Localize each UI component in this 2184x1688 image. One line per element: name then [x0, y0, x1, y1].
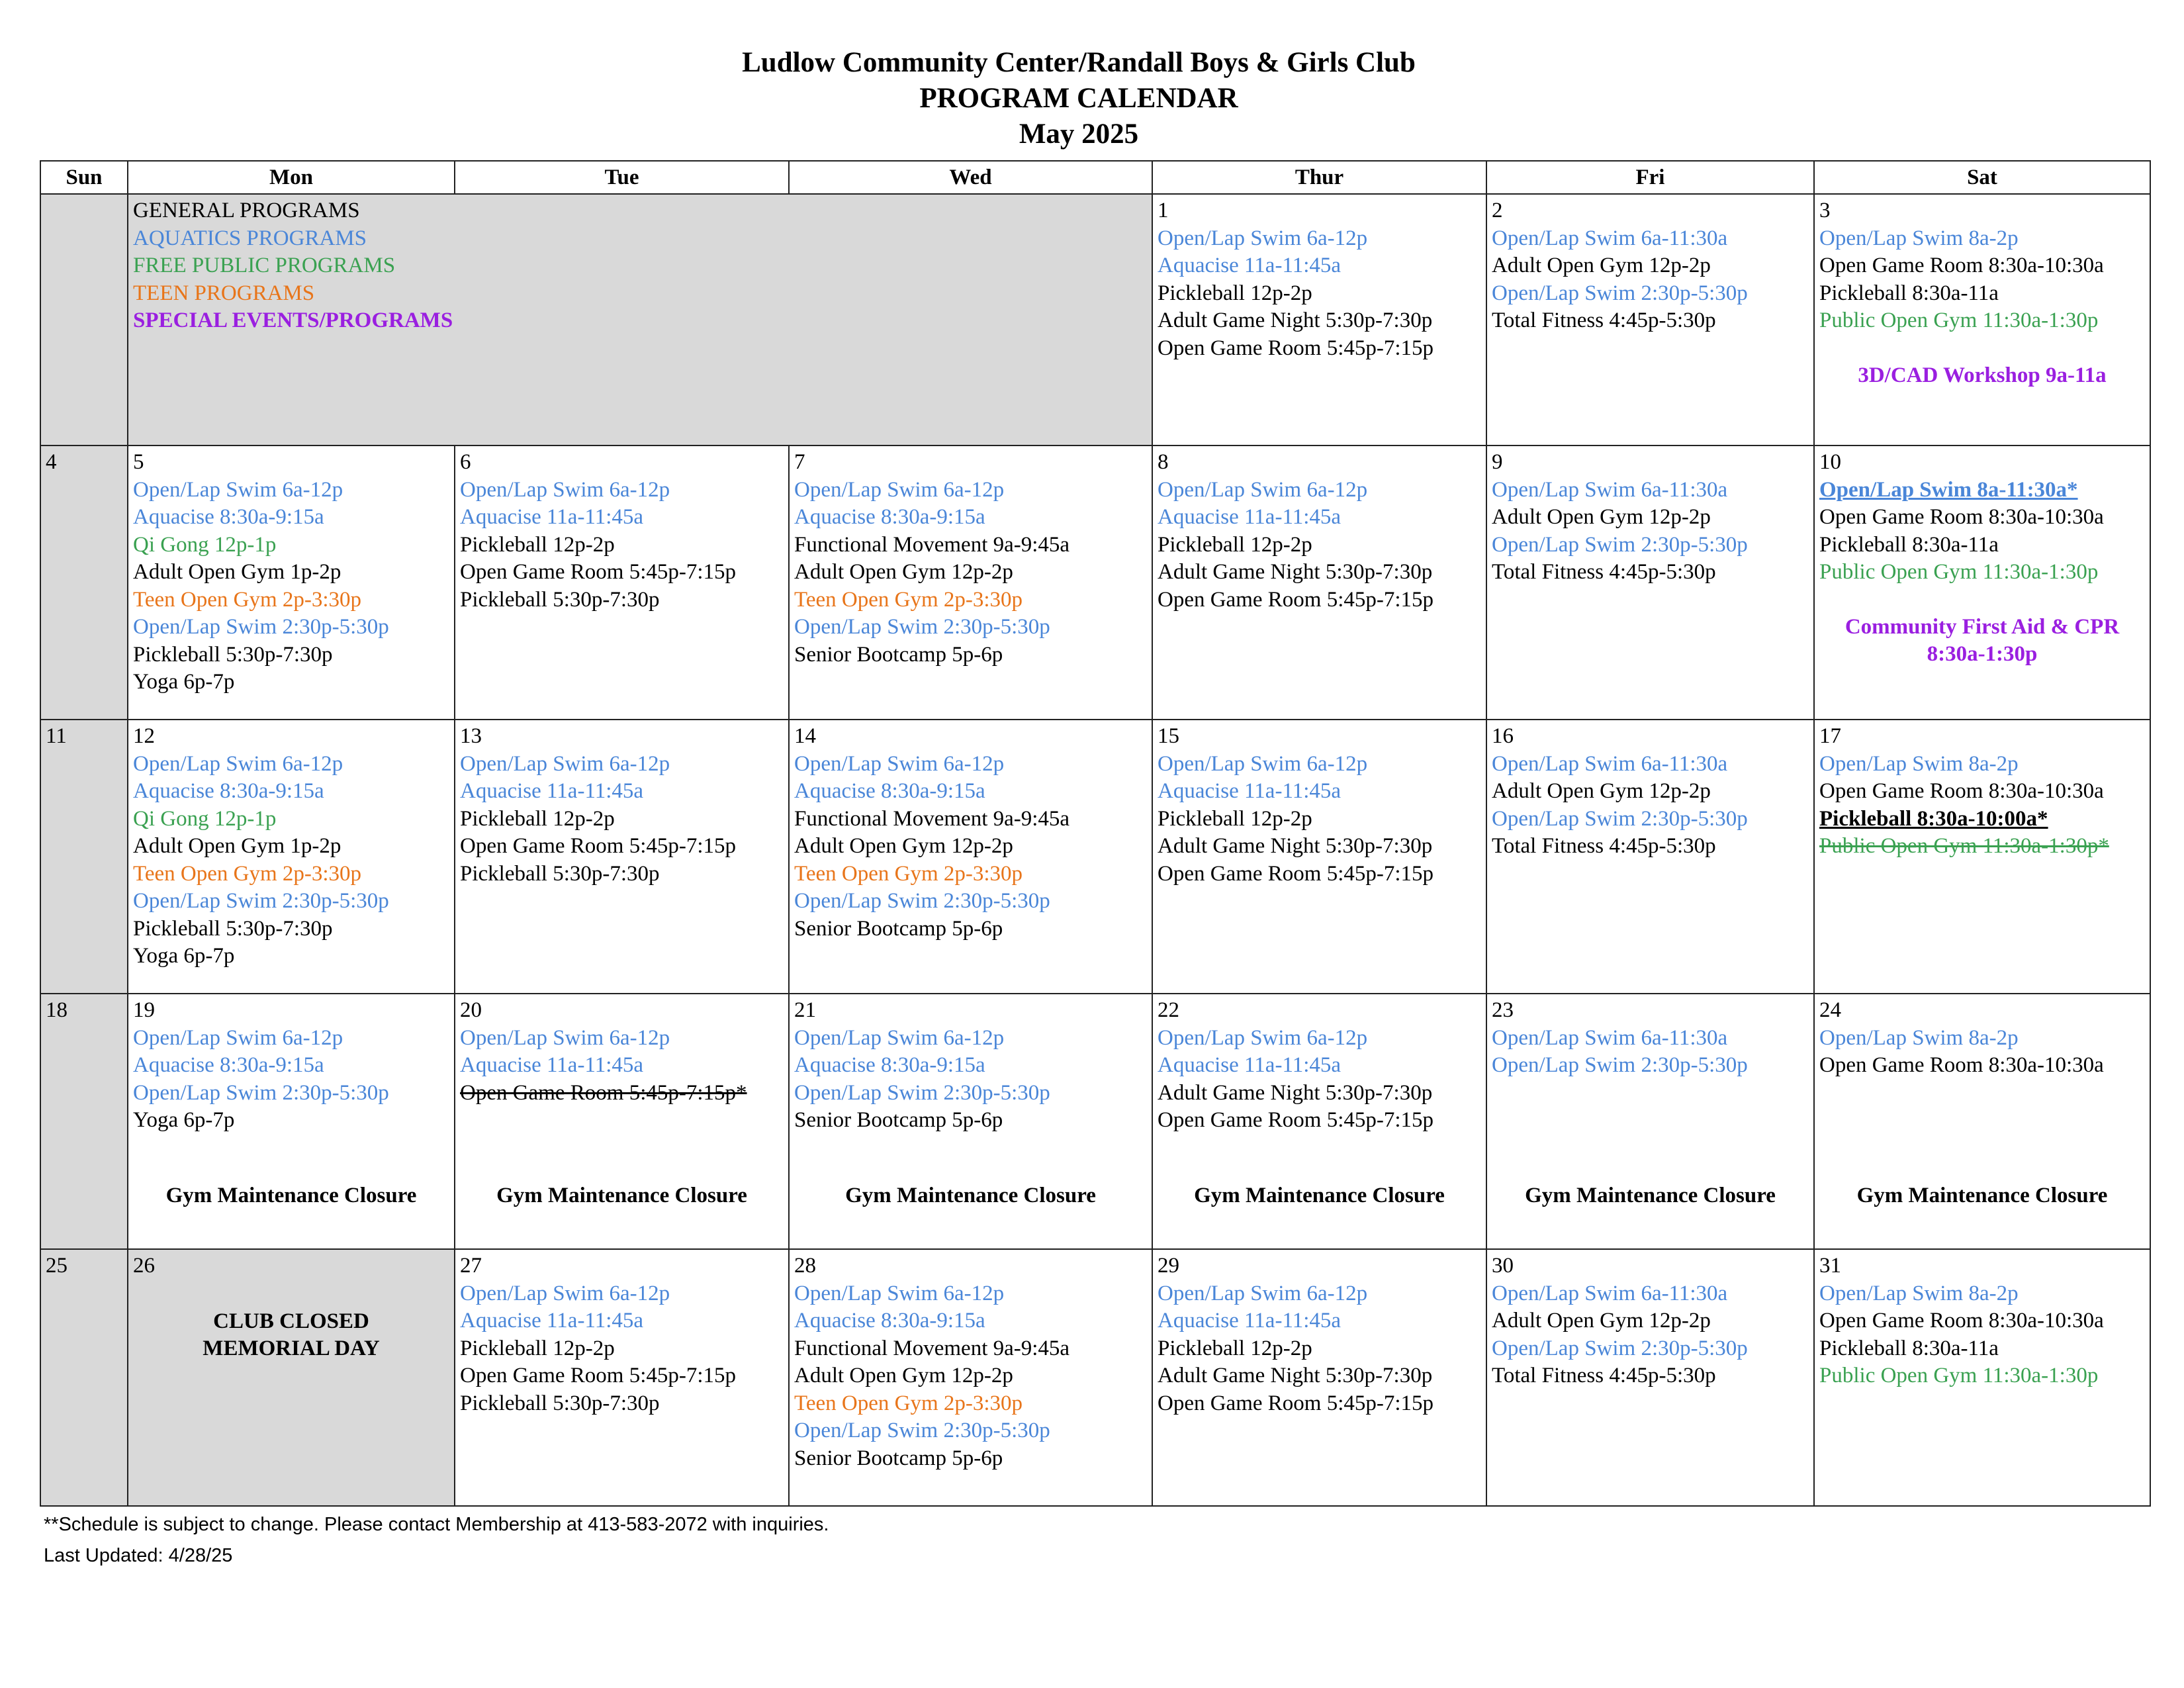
weekday-header: Wed: [789, 161, 1152, 194]
event-item: Pickleball 5:30p-7:30p: [133, 916, 333, 941]
day-cell: [455, 720, 789, 994]
day-number: 2: [1492, 199, 1503, 222]
gym-closure-notice: Gym Maintenance Closure: [1856, 1184, 2108, 1207]
calendar-week-row: [40, 994, 2150, 1249]
legend-teen: TEEN PROGRAMS: [133, 281, 315, 305]
event-item: Open/Lap Swim 6a-11:30a: [1492, 1281, 1728, 1305]
event-item: Aquacise 8:30a-9:15a: [794, 505, 985, 529]
event-spacer: [1819, 586, 2150, 614]
day-cell: [455, 994, 789, 1249]
event-item: Open Game Room 5:45p-7:15p*: [460, 1080, 747, 1105]
event-item: Yoga 6p-7p: [133, 1108, 235, 1132]
event-item: Open/Lap Swim 6a-12p: [133, 751, 343, 776]
day-number: 28: [794, 1254, 816, 1278]
event-item: Open Game Room 8:30a-10:30a: [1819, 505, 2104, 529]
event-item: Functional Movement 9a-9:45a: [794, 532, 1070, 557]
day-cell: [455, 1249, 789, 1506]
event-item: Open/Lap Swim 6a-12p: [1158, 751, 1368, 776]
event-item: Senior Bootcamp 5p-6p: [794, 642, 1003, 667]
event-item: Teen Open Gym 2p-3:30p: [794, 861, 1023, 886]
event-item: Pickleball 12p-2p: [460, 806, 615, 831]
event-item: Public Open Gym 11:30a-1:30p: [1819, 308, 2099, 332]
calendar-week-row: [40, 720, 2150, 994]
last-updated: Last Updated: 4/28/25: [44, 1545, 233, 1566]
event-item: Open Game Room 8:30a-10:30a: [1819, 1053, 2104, 1077]
event-item: Pickleball 12p-2p: [460, 1336, 615, 1360]
event-item: Open Game Room 8:30a-10:30a: [1819, 779, 2104, 803]
event-item: Open Game Room 5:45p-7:15p: [460, 560, 737, 584]
event-item: Adult Game Night 5:30p-7:30p: [1158, 834, 1433, 858]
weekday-header: Sun: [40, 161, 128, 194]
day-number: 19: [133, 998, 155, 1022]
event-item: Aquacise 8:30a-9:15a: [133, 505, 324, 529]
schedule-note: **Schedule is subject to change. Please contact Membership at 413-583-2072 with inquiries.: [44, 1514, 829, 1535]
club-closed-notice: [133, 1308, 454, 1363]
day-number: 3: [1819, 199, 1831, 222]
weekday-header: Fri: [1486, 161, 1814, 194]
event-item: Pickleball 8:30a-11a: [1819, 532, 1999, 557]
event-item: Adult Open Gym 12p-2p: [794, 560, 1013, 584]
closed-line: MEMORIAL DAY: [203, 1336, 380, 1360]
day-number: 21: [794, 998, 816, 1022]
day-cell: [1486, 445, 1814, 720]
event-item: Total Fitness 4:45p-5:30p: [1492, 1364, 1716, 1387]
event-item: Open Game Room 5:45p-7:15p: [1158, 861, 1434, 886]
gym-closure-notice: Gym Maintenance Closure: [496, 1184, 747, 1207]
sunday-cell: [40, 194, 128, 445]
event-item: Pickleball 5:30p-7:30p: [460, 1391, 660, 1415]
event-item: Pickleball 12p-2p: [1158, 806, 1312, 831]
event-item: Total Fitness 4:45p-5:30p: [1492, 308, 1716, 332]
event-item: Aquacise 11a-11:45a: [1158, 1053, 1342, 1077]
day-number: 22: [1158, 998, 1179, 1022]
calendar-title: PROGRAM CALENDAR: [919, 83, 1238, 114]
event-item: Open/Lap Swim 6a-12p: [794, 751, 1005, 776]
day-cell: [1814, 194, 2150, 445]
weekday-header: Sat: [1814, 161, 2150, 194]
event-item: Adult Open Gym 12p-2p: [794, 834, 1013, 858]
event-item: Open/Lap Swim 6a-12p: [133, 477, 343, 502]
program-calendar: [40, 160, 2151, 1507]
event-item: Open/Lap Swim 6a-12p: [1158, 1281, 1368, 1305]
event-item: Open/Lap Swim 6a-12p: [460, 751, 670, 776]
gym-closure-notice: Gym Maintenance Closure: [165, 1184, 417, 1207]
day-cell: [128, 1249, 455, 1506]
day-number: 5: [133, 450, 144, 474]
event-item: Pickleball 12p-2p: [1158, 532, 1312, 557]
event-item: Aquacise 11a-11:45a: [1158, 254, 1342, 277]
day-number: 20: [460, 998, 482, 1022]
day-number: 9: [1492, 450, 1503, 474]
event-item: Senior Bootcamp 5p-6p: [794, 916, 1003, 941]
sunday-cell: [40, 445, 128, 720]
event-item: Pickleball 12p-2p: [1158, 1336, 1312, 1360]
event-item: Open Game Room 5:45p-7:15p: [1158, 1391, 1434, 1415]
day-number: 8: [1158, 450, 1169, 474]
event-item: Open/Lap Swim 6a-12p: [1158, 1025, 1368, 1050]
weekday-header: Mon: [128, 161, 455, 194]
event-item: Pickleball 12p-2p: [1158, 281, 1312, 305]
event-item: Yoga 6p-7p: [133, 670, 235, 694]
event-item: Pickleball 8:30a-11a: [1819, 1336, 1999, 1360]
event-item: Pickleball 5:30p-7:30p: [133, 642, 333, 667]
event-item: Total Fitness 4:45p-5:30p: [1492, 560, 1716, 584]
day-number: 16: [1492, 724, 1514, 748]
event-item: Open/Lap Swim 6a-11:30a: [1492, 1025, 1728, 1050]
event-item: Public Open Gym 11:30a-1:30p: [1819, 1364, 2099, 1387]
event-item: Total Fitness 4:45p-5:30p: [1492, 834, 1716, 858]
calendar-header: [0, 45, 2158, 152]
day-number: 12: [133, 724, 155, 748]
event-item: Aquacise 11a-11:45a: [1158, 779, 1342, 803]
day-cell: [1486, 994, 1814, 1249]
event-item: Adult Open Gym 12p-2p: [1492, 1309, 1711, 1333]
program-legend: [128, 194, 1152, 445]
event-item: Open/Lap Swim 6a-11:30a: [1492, 226, 1728, 250]
day-cell: [1152, 445, 1486, 720]
event-item: Open Game Room 8:30a-10:30a: [1819, 1309, 2104, 1333]
event-item: Open/Lap Swim 6a-12p: [460, 477, 670, 502]
day-number: 31: [1819, 1254, 1841, 1278]
sunday-cell: [40, 1249, 128, 1506]
event-item: Senior Bootcamp 5p-6p: [794, 1446, 1003, 1470]
event-item: Open/Lap Swim 2:30p-5:30p: [1492, 1053, 1748, 1077]
closed-line: CLUB CLOSED: [213, 1309, 369, 1333]
event-item: Open Game Room 8:30a-10:30a: [1819, 254, 2104, 277]
day-cell: [1814, 994, 2150, 1249]
day-number: 4: [46, 450, 57, 474]
event-item: Open/Lap Swim 6a-12p: [460, 1025, 670, 1050]
event-item: Open Game Room 5:45p-7:15p: [460, 1364, 737, 1387]
day-number: 17: [1819, 724, 1841, 748]
event-item: Adult Game Night 5:30p-7:30p: [1158, 1364, 1433, 1387]
event-item: Senior Bootcamp 5p-6p: [794, 1108, 1003, 1132]
event-item: Adult Open Gym 1p-2p: [133, 834, 341, 858]
event-item: Open/Lap Swim 2:30p-5:30p: [794, 615, 1050, 639]
day-cell: [1152, 720, 1486, 994]
weekday-header: Tue: [455, 161, 789, 194]
calendar-week-row: [40, 445, 2150, 720]
event-item: Adult Open Gym 12p-2p: [1492, 505, 1711, 529]
weekday-header: Thur: [1152, 161, 1486, 194]
event-item: Open/Lap Swim 6a-12p: [794, 477, 1005, 502]
day-number: 15: [1158, 724, 1179, 748]
special-event: 8:30a-1:30p: [1927, 642, 2038, 666]
day-cell: [1152, 994, 1486, 1249]
event-item: Open/Lap Swim 6a-11:30a: [1492, 751, 1728, 776]
day-cell: [1486, 194, 1814, 445]
event-item: Adult Game Night 5:30p-7:30p: [1158, 560, 1433, 584]
day-number: 30: [1492, 1254, 1514, 1278]
event-item: Open/Lap Swim 6a-12p: [1158, 477, 1368, 502]
event-item: Pickleball 5:30p-7:30p: [460, 587, 660, 612]
event-item: Aquacise 11a-11:45a: [460, 505, 644, 529]
event-item: Aquacise 8:30a-9:15a: [794, 779, 985, 803]
gym-closure-notice: Gym Maintenance Closure: [1194, 1184, 1445, 1207]
special-event: 3D/CAD Workshop 9a-11a: [1858, 363, 2107, 387]
event-item: Adult Open Gym 12p-2p: [1492, 254, 1711, 277]
weekday-header-row: [40, 161, 2150, 194]
day-number: 18: [46, 998, 68, 1022]
event-item: Open/Lap Swim 6a-12p: [460, 1281, 670, 1305]
legend-aquatics: AQUATICS PROGRAMS: [133, 226, 367, 250]
event-item: Teen Open Gym 2p-3:30p: [794, 1391, 1023, 1415]
legend-special: SPECIAL EVENTS/PROGRAMS: [133, 308, 453, 332]
event-item: Adult Open Gym 12p-2p: [1492, 779, 1711, 803]
month-title: May 2025: [1019, 118, 1139, 150]
event-item: Open/Lap Swim 8a-2p: [1819, 751, 2019, 776]
event-item: Open/Lap Swim 2:30p-5:30p: [1492, 281, 1748, 305]
day-number: 27: [460, 1254, 482, 1278]
day-cell: [1486, 1249, 1814, 1506]
event-item: Open/Lap Swim 2:30p-5:30p: [794, 889, 1050, 913]
day-number: 6: [460, 450, 471, 474]
event-item: Aquacise 8:30a-9:15a: [794, 1309, 985, 1333]
sunday-cell: [40, 720, 128, 994]
event-item: Adult Game Night 5:30p-7:30p: [1158, 1080, 1433, 1105]
day-cell: [789, 1249, 1152, 1506]
day-cell: [1486, 720, 1814, 994]
legend-general: GENERAL PROGRAMS: [133, 199, 360, 222]
event-item: Teen Open Gym 2p-3:30p: [794, 587, 1023, 612]
event-item: Aquacise 8:30a-9:15a: [133, 1053, 324, 1077]
event-item: Pickleball 8:30a-10:00a*: [1819, 806, 2048, 831]
sunday-cell: [40, 994, 128, 1249]
day-number: 29: [1158, 1254, 1179, 1278]
event-item: Open Game Room 5:45p-7:15p: [1158, 1108, 1434, 1132]
day-cell: [1814, 720, 2150, 994]
event-item: Open/Lap Swim 2:30p-5:30p: [794, 1419, 1050, 1442]
event-item: Aquacise 8:30a-9:15a: [133, 779, 324, 803]
day-cell: [128, 994, 455, 1249]
organization-title: Ludlow Community Center/Randall Boys & Girls Club: [742, 47, 1416, 78]
day-cell: [1152, 1249, 1486, 1506]
day-number: 11: [46, 724, 67, 748]
event-item: Yoga 6p-7p: [133, 944, 235, 968]
event-item: Open/Lap Swim 2:30p-5:30p: [1492, 532, 1748, 557]
special-event: Community First Aid & CPR: [1844, 614, 2120, 639]
event-item: Open/Lap Swim 6a-12p: [1158, 226, 1368, 250]
event-item: Public Open Gym 11:30a-1:30p: [1819, 560, 2099, 584]
event-item: Open/Lap Swim 2:30p-5:30p: [133, 615, 389, 639]
day-number: 10: [1819, 450, 1841, 474]
day-number: 24: [1819, 998, 1841, 1022]
event-item: Qi Gong 12p-1p: [133, 532, 277, 557]
event-item: Open/Lap Swim 8a-2p: [1819, 226, 2019, 250]
day-number: 26: [133, 1254, 155, 1278]
event-item: Open/Lap Swim 8a-2p: [1819, 1281, 2019, 1305]
event-item: Pickleball 8:30a-11a: [1819, 281, 1999, 305]
day-number: 1: [1158, 199, 1169, 222]
event-item: Open/Lap Swim 8a-11:30a*: [1819, 477, 2078, 502]
day-cell: [789, 994, 1152, 1249]
event-item: Open/Lap Swim 6a-12p: [794, 1025, 1005, 1050]
event-item: Qi Gong 12p-1p: [133, 806, 277, 831]
event-spacer: [1819, 335, 2150, 362]
event-item: Pickleball 5:30p-7:30p: [460, 861, 660, 886]
event-item: Open/Lap Swim 2:30p-5:30p: [1492, 806, 1748, 831]
event-item: Open/Lap Swim 2:30p-5:30p: [133, 889, 389, 913]
day-cell: [789, 720, 1152, 994]
event-item: Aquacise 11a-11:45a: [1158, 1309, 1342, 1333]
day-cell: [1814, 1249, 2150, 1506]
event-item: Aquacise 11a-11:45a: [1158, 505, 1342, 529]
event-item: Aquacise 11a-11:45a: [460, 779, 644, 803]
event-item: Teen Open Gym 2p-3:30p: [133, 861, 362, 886]
day-number: 7: [794, 450, 805, 474]
event-item: Aquacise 11a-11:45a: [460, 1309, 644, 1333]
event-item: Open/Lap Swim 2:30p-5:30p: [133, 1080, 389, 1105]
event-item: Open/Lap Swim 2:30p-5:30p: [794, 1080, 1050, 1105]
day-number: 13: [460, 724, 482, 748]
event-item: Open/Lap Swim 6a-12p: [133, 1025, 343, 1050]
event-item: Open/Lap Swim 8a-2p: [1819, 1025, 2019, 1050]
calendar-week-row: [40, 1249, 2150, 1506]
event-item: Open/Lap Swim 6a-12p: [794, 1281, 1005, 1305]
day-number: 23: [1492, 998, 1514, 1022]
event-item: Adult Open Gym 12p-2p: [794, 1364, 1013, 1387]
day-number: 25: [46, 1254, 68, 1278]
event-item: Teen Open Gym 2p-3:30p: [133, 587, 362, 612]
calendar-week-row: [40, 194, 2150, 445]
day-cell: [1814, 445, 2150, 720]
event-item: Open Game Room 5:45p-7:15p: [1158, 336, 1434, 360]
event-item: Aquacise 11a-11:45a: [460, 1053, 644, 1077]
event-item: Open Game Room 5:45p-7:15p: [1158, 587, 1434, 612]
event-item: Open/Lap Swim 6a-11:30a: [1492, 477, 1728, 502]
event-item: Adult Game Night 5:30p-7:30p: [1158, 308, 1433, 332]
event-item: Pickleball 12p-2p: [460, 532, 615, 557]
day-cell: [1152, 194, 1486, 445]
gym-closure-notice: Gym Maintenance Closure: [1525, 1184, 1776, 1207]
day-number: 14: [794, 724, 816, 748]
legend-free: FREE PUBLIC PROGRAMS: [133, 254, 396, 277]
event-item: Public Open Gym 11:30a-1:30p*: [1819, 834, 2109, 858]
day-cell: [128, 720, 455, 994]
gym-closure-notice: Gym Maintenance Closure: [845, 1184, 1096, 1207]
event-item: Functional Movement 9a-9:45a: [794, 1336, 1070, 1360]
event-item: Functional Movement 9a-9:45a: [794, 806, 1070, 831]
event-item: Open Game Room 5:45p-7:15p: [460, 834, 737, 858]
event-item: Adult Open Gym 1p-2p: [133, 560, 341, 584]
day-cell: [789, 445, 1152, 720]
event-item: Open/Lap Swim 2:30p-5:30p: [1492, 1336, 1748, 1360]
event-item: Aquacise 8:30a-9:15a: [794, 1053, 985, 1077]
day-cell: [455, 445, 789, 720]
day-cell: [128, 445, 455, 720]
